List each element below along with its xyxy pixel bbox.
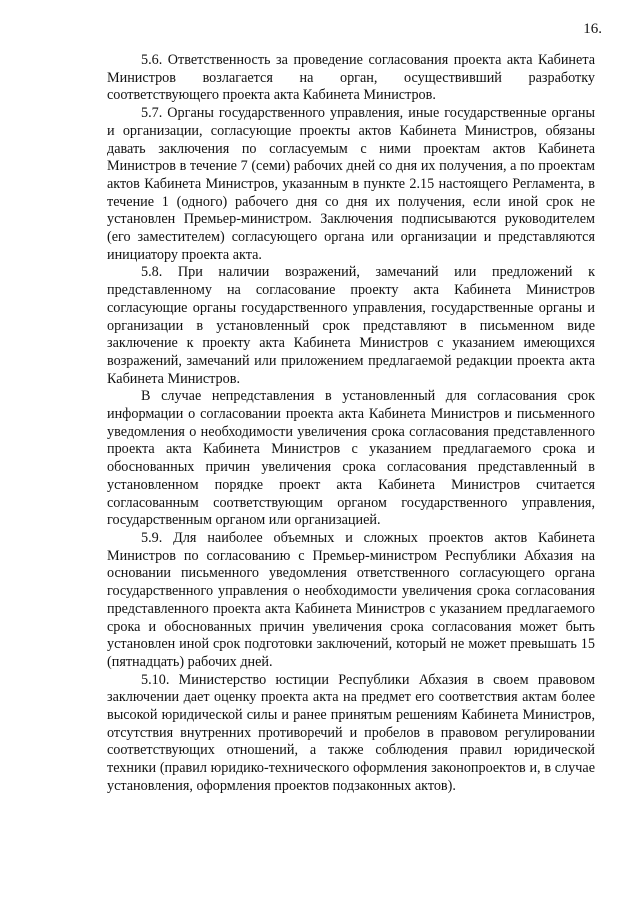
paragraph-5-8: 5.8. При наличии возражений, замечаний или предложений к представленному на согласование проекту акта Кабинета Министров согласующие органы государственного управления, государственные органы и организации в установленный срок представляют в письменном виде заключение к проекту акта Кабинета Министров с указанием имеющихся возражений, замечаний или приложением предлагаемой редакции проекта акта Кабинета Министров. <box>107 264 595 387</box>
paragraph-5-7: 5.7. Органы государственного управления, иные государственные органы и организации, согласующие проекты актов Кабинета Министров, обязаны давать заключения по согласуемым с ними проектам актов Кабинета Министров в течение 7 (семи) рабочих дней со дня их получения, а по проектам актов Кабинета Министров, указанным в пункте 2.15 настоящего Регламента, в течение 1 (одного) рабочего дня со дня их получения, если иной срок не установлен Премьер-министром. Заключения подписываются руководителем (его заместителем) согласующего органа или организации и представляются инициатору проекта акта. <box>107 105 595 263</box>
paragraph-5-9: 5.9. Для наиболее объемных и сложных проектов актов Кабинета Министров по согласованию с Премьер-министром Республики Абхазия на основании письменного уведомления ответственного согласующего органа государственного управления о необходимости увеличения срока согласования представленного проекта акта Кабинета Министров с указанием предлагаемого срока и обоснованных причин увеличения срока согласования может быть установлен иной срок подготовки заключений, который не может превышать 15 (пятнадцать) рабочих дней. <box>107 529 595 670</box>
paragraph-5-8-continued: В случае непредставления в установленный для согласования срок информации о согласовании проекта акта Кабинета Министров и письменного уведомления о необходимости увеличения срока согласования представленного проекта акта Кабинета Министров с указанием предлагаемого срока и обоснованных причин увеличения срока согласования представленный в установленном порядке проект акта Кабинета Министров считается согласованным соответствующим органом государственного управления, государственным органом или организацией. <box>107 388 595 529</box>
paragraph-5-6: 5.6. Ответственность за проведение согласования проекта акта Кабинета Министров возлагается на орган, осуществивший разработку соответствующего проекта акта Кабинета Министров. <box>107 52 595 104</box>
paragraph-5-10: 5.10. Министерство юстиции Республики Абхазия в своем правовом заключении дает оценку проекта акта на предмет его соответствия актам более высокой юридической силы и ранее принятым решениям Кабинета Министров, отсутствия внутренних противоречий и пробелов в правовом регулировании соответствующих отношений, а также соблюдения правил юридической техники (правил юридико-технического оформления законопроектов и, в случае установления, оформления проектов подзаконных актов). <box>107 671 595 794</box>
page-number: 16. <box>583 21 602 37</box>
document-body <box>107 52 595 796</box>
